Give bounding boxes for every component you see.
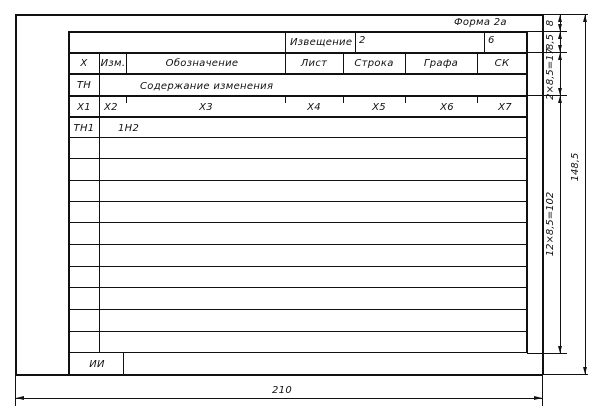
row1-th2: 1Н2 <box>118 123 140 134</box>
header-oboznachenie: Обозначение <box>165 58 239 69</box>
row-line-x-bottom <box>68 116 527 118</box>
dim-arrow <box>558 32 562 39</box>
dim-width-total: 210 <box>272 385 292 396</box>
dim-arrow <box>558 53 562 60</box>
ext-line-left <box>15 376 16 406</box>
header-sk: СК <box>494 58 510 69</box>
header-list: Лист <box>300 58 328 69</box>
col-line-grafa <box>477 52 478 74</box>
notice-label: Извещение <box>290 37 353 48</box>
row-line-7 <box>68 266 527 267</box>
row-line-5 <box>68 222 527 223</box>
dim-arrow <box>558 88 562 95</box>
x-row-x3: Х3 <box>199 102 213 113</box>
x-row-x5: Х5 <box>372 102 386 113</box>
x-tick-3 <box>285 95 286 103</box>
row-line-4 <box>68 201 527 202</box>
x-tick-6 <box>477 95 478 103</box>
dim-arrow <box>583 15 587 22</box>
footer-ii: ИИ <box>89 359 105 370</box>
dim-arrow <box>583 367 587 374</box>
row-line-11 <box>68 352 527 353</box>
dim-arrow-left <box>16 396 24 400</box>
row1-th1: ТН1 <box>73 123 95 134</box>
row-line-9 <box>68 309 527 310</box>
dim-body-height: 12×8,5=102 <box>545 191 556 257</box>
dim-arrow <box>558 346 562 353</box>
ext-line-bottom <box>544 374 588 375</box>
notice-field-2: 2 <box>359 35 366 46</box>
col-line-footer <box>123 353 124 375</box>
col-line-list <box>343 52 344 74</box>
outer-frame-left <box>15 14 17 375</box>
row-line-notice-top <box>68 31 527 33</box>
row-line-header-bottom <box>68 73 527 75</box>
dim-notice-height: 8,5 <box>545 34 556 50</box>
col-line-stroka <box>405 52 406 74</box>
inner-frame-left <box>68 31 70 375</box>
row-line-10 <box>68 331 527 332</box>
notice-field-6: 6 <box>488 35 495 46</box>
col-line-notice-6 <box>484 31 485 53</box>
row-line-6 <box>68 244 527 245</box>
th-code: ТН <box>76 80 92 91</box>
header-stroka: Строка <box>354 58 394 69</box>
dim-header-height: 2×8,5=17 <box>545 48 556 100</box>
dim-total-height: 148,5 <box>570 152 581 182</box>
col-line-x <box>99 52 100 353</box>
dim-arrow <box>558 45 562 52</box>
row-line-2 <box>68 158 527 159</box>
outer-frame-right <box>542 14 544 375</box>
x-tick-2 <box>126 95 127 103</box>
dim-arrow <box>558 15 562 22</box>
dim-arrow-right <box>534 396 542 400</box>
row-line-1 <box>68 137 527 138</box>
x-row-x6: Х6 <box>440 102 454 113</box>
x-row-x7: Х7 <box>498 102 512 113</box>
row-line-8 <box>68 287 527 288</box>
header-grafa: Графа <box>423 58 459 69</box>
x-row-x4: Х4 <box>307 102 321 113</box>
dim-arrow <box>558 24 562 31</box>
x-tick-4 <box>343 95 344 103</box>
dim-line-width <box>15 398 543 399</box>
dim-arrow <box>558 96 562 103</box>
th-content: Содержание изменения <box>140 81 274 92</box>
outer-frame-bottom <box>15 374 543 376</box>
col-line-izm <box>126 52 127 74</box>
ext-line-top <box>544 14 588 15</box>
x-tick-5 <box>405 95 406 103</box>
outer-frame-top <box>15 14 543 16</box>
row-line-notice-bottom <box>68 52 527 54</box>
x-row-x2: Х2 <box>104 102 118 113</box>
row-line-3 <box>68 180 527 181</box>
col-line-notice-label <box>355 31 356 53</box>
dim-line-total <box>585 14 586 375</box>
ext-line-right <box>542 376 543 406</box>
row-line-th-bottom <box>68 95 527 97</box>
header-izm: Изм. <box>100 58 126 69</box>
dim-line-inner-col <box>560 14 561 354</box>
x-row-x1: Х1 <box>77 102 91 113</box>
dim-top-height: 8 <box>545 19 556 27</box>
col-line-oboznachenie <box>285 31 286 74</box>
inner-frame-right <box>526 31 528 353</box>
ext-line-body-bottom <box>527 353 567 354</box>
form-label: Форма 2а <box>454 17 507 28</box>
header-x: Х <box>80 58 88 69</box>
